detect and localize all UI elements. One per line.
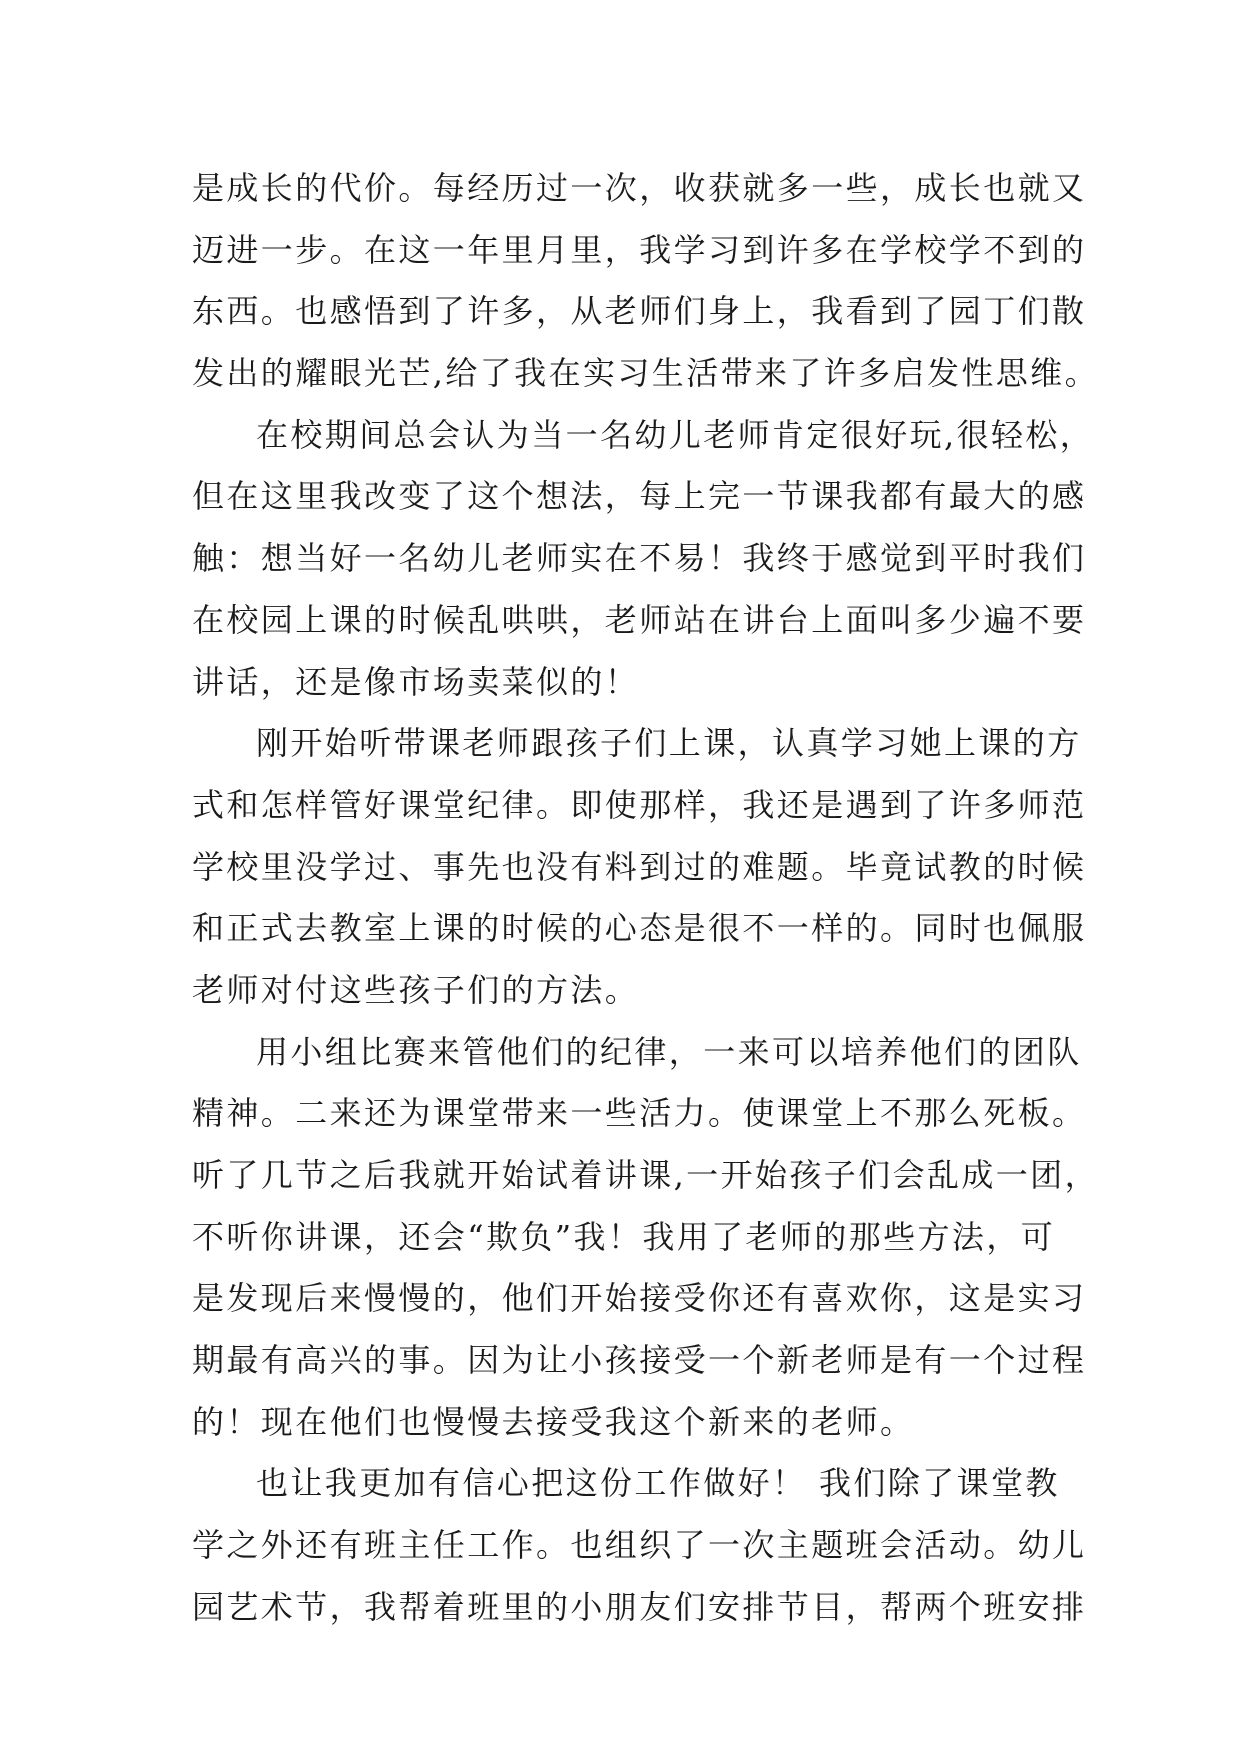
text-line: 式和怎样管好课堂纪律。即使那样，我还是遇到了许多师范 <box>192 785 1087 824</box>
text-line: 发出的耀眼光芒,给了我在实习生活带来了许多启发性思维。 <box>192 354 1099 393</box>
text-line: 的！现在他们也慢慢去接受我这个新来的老师。 <box>192 1402 915 1441</box>
text-line: 用小组比赛来管他们的纪律，一来可以培养他们的团队 <box>256 1032 1082 1071</box>
text-line: 学校里没学过、事先也没有料到过的难题。毕竟试教的时候 <box>192 847 1087 886</box>
body-text <box>192 158 1099 1639</box>
text-line: 讲话，还是像市场卖菜似的！ <box>192 662 640 701</box>
text-line: 是成长的代价。每经历过一次，收获就多一些，成长也就又 <box>192 169 1087 207</box>
text-line: 东西。也感悟到了许多，从老师们身上，我看到了园丁们散 <box>192 292 1087 331</box>
text-line: 学之外还有班主任工作。也组织了一次主题班会活动。幼儿 <box>192 1526 1087 1565</box>
text-line: 迈进一步。在这一年里月里，我学习到许多在学校学不到的 <box>192 230 1087 269</box>
text-line: 刚开始听带课老师跟孩子们上课，认真学习她上课的方 <box>256 724 1082 763</box>
text-line: 也让我更加有信心把这份工作做好！ 我们除了课堂教 <box>256 1464 1060 1503</box>
text-line: 在校园上课的时候乱哄哄，老师站在讲台上面叫多少遍不要 <box>192 600 1087 639</box>
text-line: 是发现后来慢慢的，他们开始接受你还有喜欢你，这是实习 <box>192 1279 1087 1318</box>
text-line: 听了几节之后我就开始试着讲课,一开始孩子们会乱成一团， <box>192 1156 1099 1194</box>
text-line: 老师对付这些孩子们的方法。 <box>192 970 640 1009</box>
text-line: 和正式去教室上课的时候的心态是很不一样的。同时也佩服 <box>192 909 1087 948</box>
text-line: 园艺术节，我帮着班里的小朋友们安排节目，帮两个班安排 <box>192 1587 1087 1626</box>
text-line: 不听你讲课，还会“欺负”我！我用了老师的那些方法，可 <box>192 1217 1056 1256</box>
text-line: 在校期间总会认为当一名幼儿老师肯定很好玩,很轻松， <box>256 415 1095 454</box>
text-line: 期最有高兴的事。因为让小孩接受一个新老师是有一个过程 <box>192 1341 1087 1380</box>
text-line: 精神。二来还为课堂带来一些活力。使课堂上不那么死板。 <box>192 1094 1087 1133</box>
text-line: 但在这里我改变了这个想法，每上完一节课我都有最大的感 <box>192 477 1087 516</box>
text-line: 触：想当好一名幼儿老师实在不易！我终于感觉到平时我们 <box>192 539 1087 578</box>
